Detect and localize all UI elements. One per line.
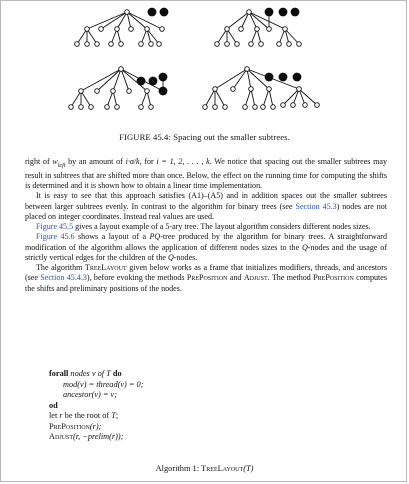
method-name: PrePosition <box>313 273 354 283</box>
math-subscript: left <box>57 162 66 169</box>
method-name: PrePosition <box>186 273 228 283</box>
text-span: given below works as a frame that initializes modifiers, threads, and ancestors (see <box>25 263 387 283</box>
algorithm-block <box>49 369 143 443</box>
algo-statement: ancestor(v) = v; <box>63 390 117 399</box>
text-span: . We notice that spacing out the smaller subtrees may result in subtrees that are shifted more than once. Below, the effect on the running time for computing the shifts is determined and it is shown how to obtain a linear time implementation. <box>25 157 387 191</box>
algo-line-1 <box>49 369 143 380</box>
algo-line-6 <box>49 422 143 433</box>
algo-args: (r, −prelim(r)); <box>73 432 124 441</box>
text-span: ) nodes are not placed on integer coordinates. Instead real values are used. <box>25 201 387 221</box>
algo-var: T <box>111 411 116 420</box>
algo-var: r <box>59 411 63 420</box>
algo-statement: mod(v) = thread(v) = 0; <box>63 379 144 389</box>
algo-line-4 <box>49 401 143 412</box>
algorithm-caption <box>1 464 408 473</box>
text-span: . The method <box>267 273 314 283</box>
algo-text: be the root of <box>62 411 112 420</box>
dark-nodes <box>137 8 302 96</box>
math-q: Q <box>168 252 174 262</box>
method-call: PrePosition <box>49 421 90 431</box>
math-q: Q <box>301 242 308 252</box>
text-span: and <box>227 273 244 283</box>
paragraph-5 <box>25 263 387 294</box>
algorithm-caption-name: TreeLayout <box>201 464 244 473</box>
paragraph-4 <box>25 232 387 263</box>
figure-45-6-link[interactable]: Figure 45.6 <box>36 232 75 242</box>
paragraph-1 <box>25 157 387 191</box>
text-span: computes the shifts and preliminary positions of the nodes. <box>25 273 387 293</box>
text-span: -nodes. <box>173 252 198 262</box>
section-45-4-3-link[interactable]: Section 45.4.3 <box>40 273 87 283</box>
paragraph-2 <box>25 191 387 222</box>
algo-var: T <box>106 369 111 378</box>
math-range: i = 1, 2, . . . , k <box>156 157 210 166</box>
algo-var: v <box>91 369 96 378</box>
paragraph-3 <box>25 222 387 232</box>
text-span: It is easy to see that this approach satisfies (A1)–(A5) and in addition spaces out the smaller subtrees between larger subtrees evenly. In contrast to the algorithm for binary trees (see <box>25 191 387 211</box>
figure-45-4 <box>1 1 408 131</box>
keyword: od <box>49 400 58 410</box>
text-span: gives a layout example of a 5-ary tree. The layout algorithm considers different nodes sizes. <box>73 222 371 232</box>
algo-text: nodes <box>68 369 92 378</box>
text-span: ), before evoking the methods <box>86 273 187 283</box>
text-span: -nodes and the usage of strictly vertical edges for the children of the <box>25 242 387 262</box>
math-expression: i·σ/k <box>125 157 140 166</box>
text-span: right of <box>25 157 53 166</box>
text-span: by an amount of <box>65 157 126 166</box>
algo-line-5 <box>49 411 143 422</box>
tree-panel-3 <box>71 69 163 107</box>
keyword: forall <box>49 369 69 378</box>
algo-text: of <box>95 369 107 378</box>
algo-line-3 <box>49 390 143 401</box>
light-nodes <box>69 10 320 110</box>
algo-name: TreeLayout <box>85 263 127 273</box>
math-w: w <box>52 157 58 166</box>
keyword: do <box>110 369 122 378</box>
figure-caption <box>1 132 408 142</box>
section-45-3-link[interactable]: Section 45.3 <box>295 201 337 211</box>
algo-line-2 <box>49 380 143 391</box>
figure-45-5-link[interactable]: Figure 45.5 <box>36 222 74 232</box>
text-span: shows a layout of a <box>74 232 150 242</box>
text-span: The algorithm <box>36 263 85 273</box>
algo-text: ; <box>115 411 119 420</box>
method-name: Adjust <box>243 273 268 283</box>
body-text <box>25 157 387 294</box>
figure-caption-text: Spacing out the smaller subtrees. <box>173 132 290 142</box>
algo-line-7 <box>49 432 143 443</box>
algorithm-caption-label: Algorithm 1: <box>155 464 200 473</box>
method-call: Adjust <box>49 432 73 441</box>
algorithm-caption-arg: (T) <box>243 464 254 473</box>
text-span: -tree produced by the algorithm for binary trees. A straightforward modification of the algorithm allows the application of different nodes sizes to the <box>25 232 388 252</box>
algo-args: (r); <box>89 421 102 431</box>
figure-caption-label: FIGURE 45.4: <box>119 132 171 142</box>
text-span: , for <box>139 157 157 166</box>
math-pq: PQ <box>149 232 161 242</box>
algo-text: let <box>49 411 60 420</box>
